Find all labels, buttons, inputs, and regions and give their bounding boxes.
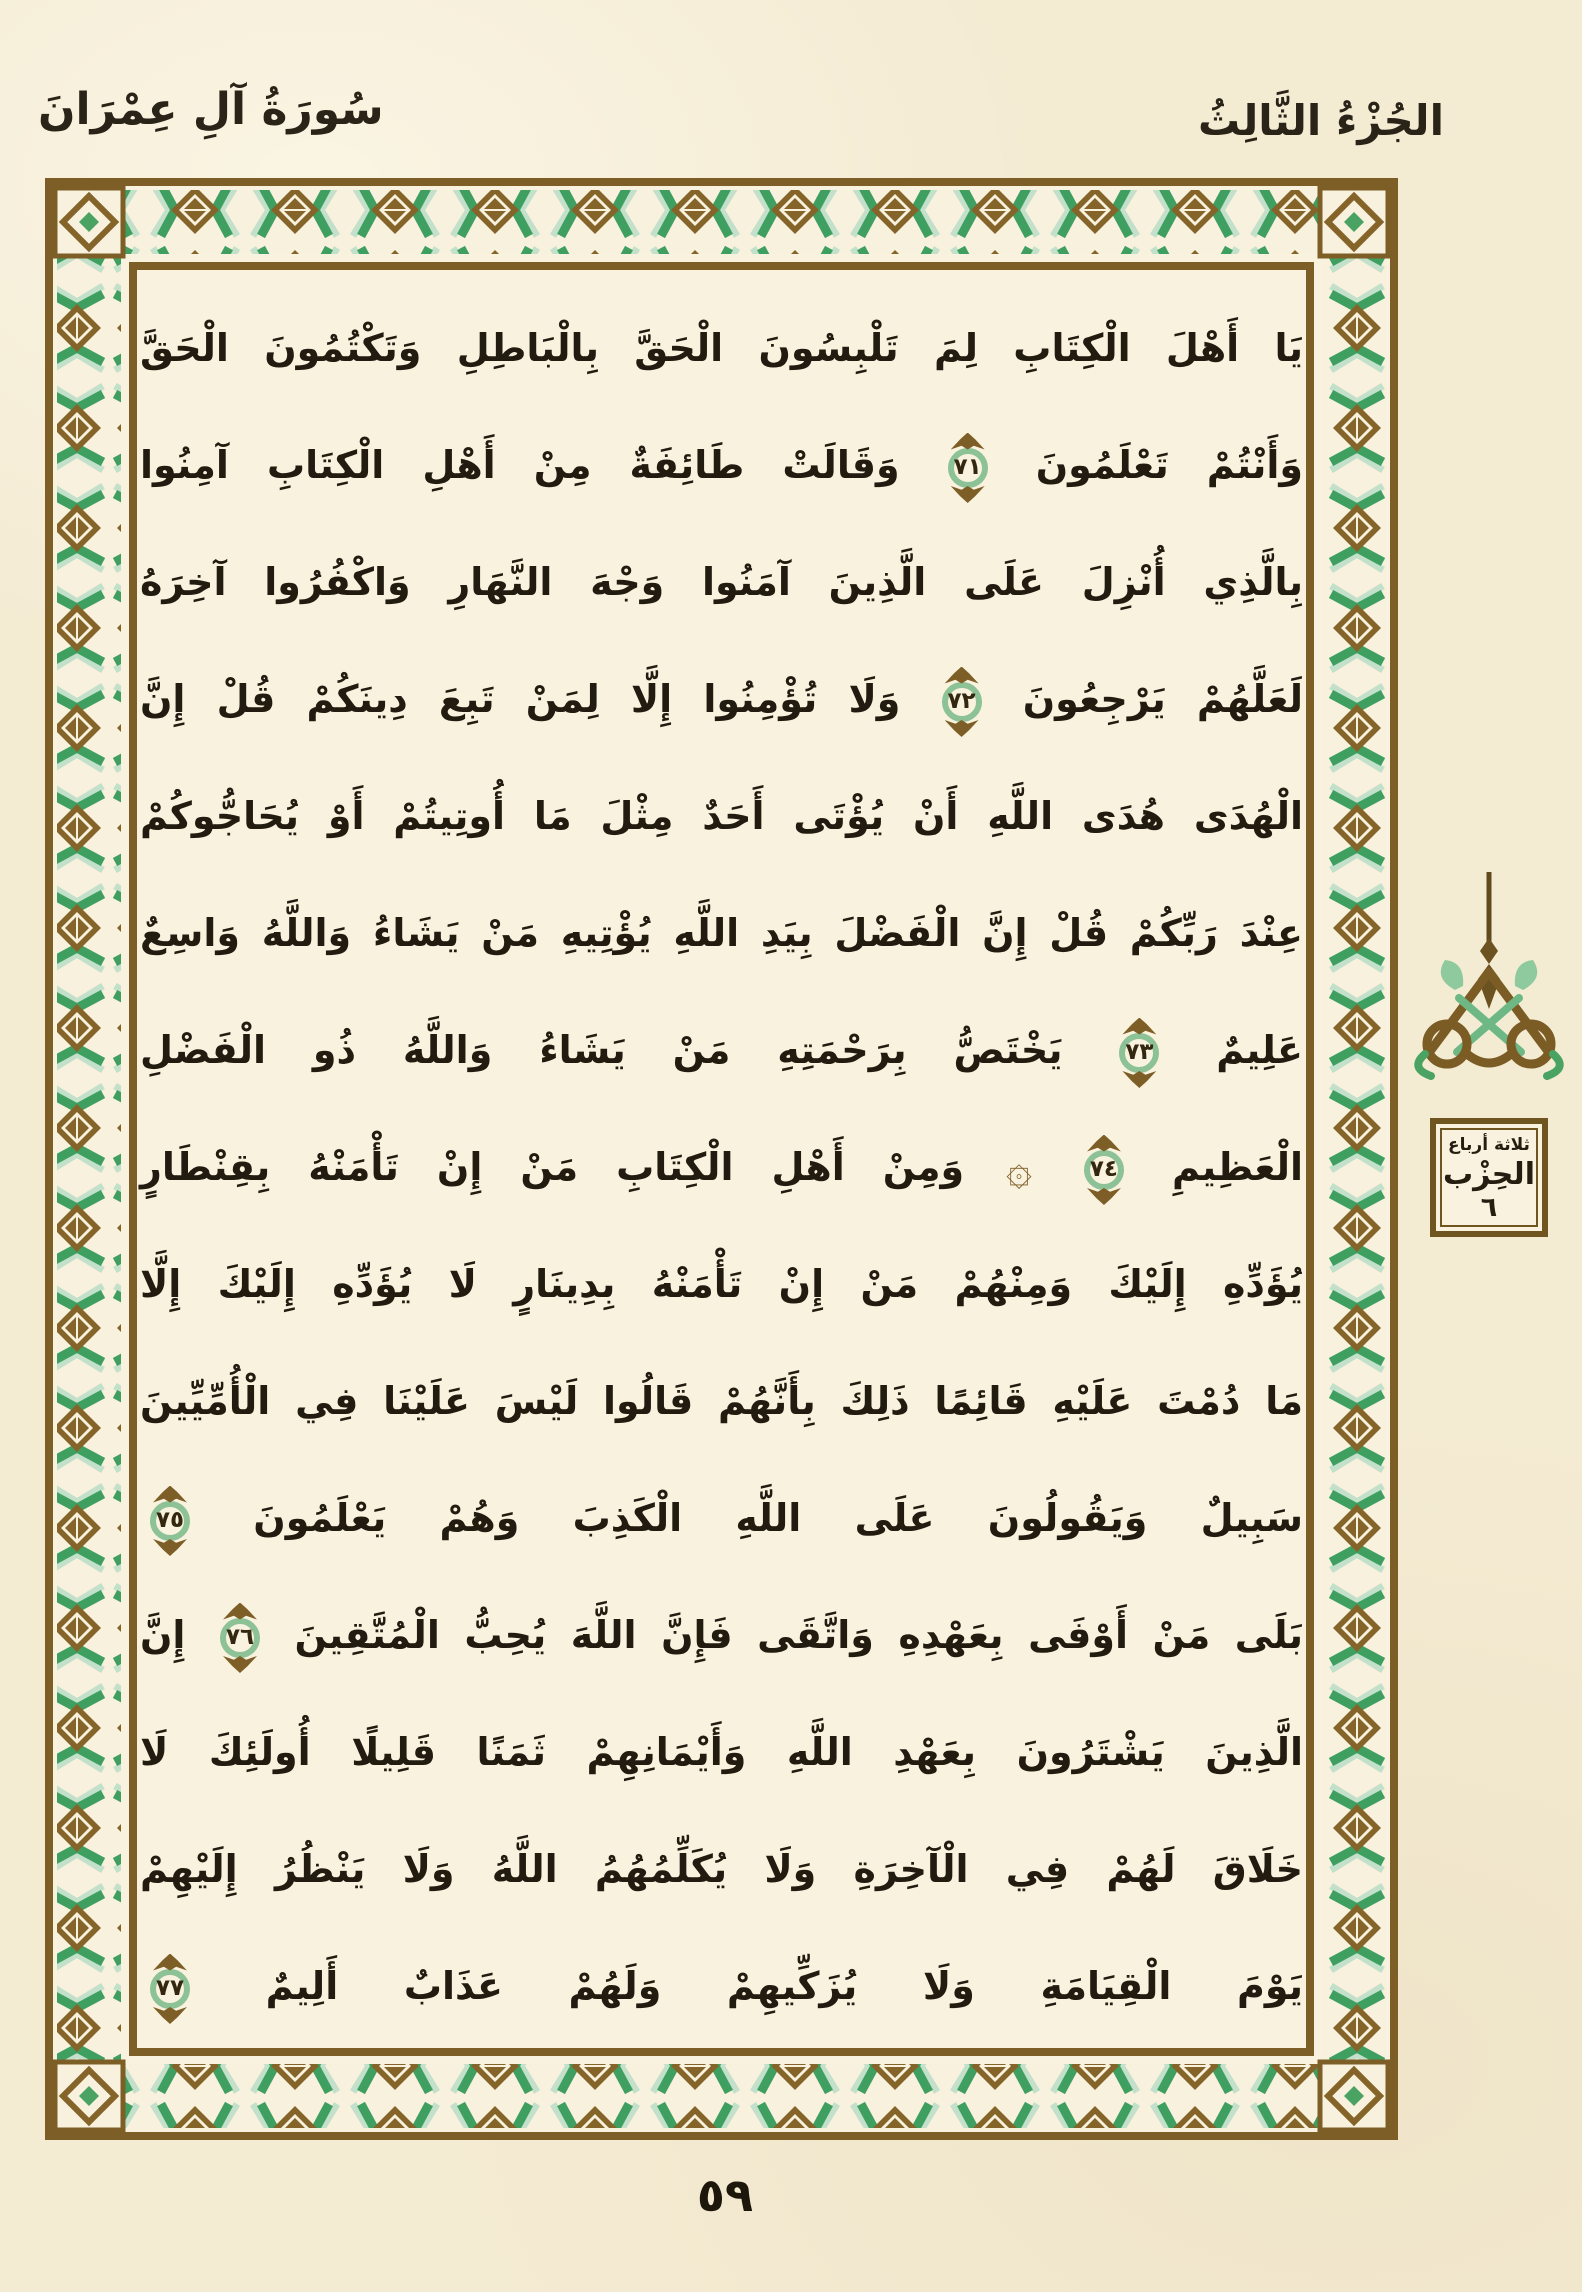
- quran-line-7: [140, 992, 1303, 1109]
- verse-number-medallion: ٧٤: [1084, 1150, 1124, 1190]
- quran-line-14: [140, 1811, 1303, 1928]
- verse-text: وَقَالَتْ طَائِفَةٌ مِنْ أَهْلِ الْكِتَابِ آمِنُوا: [140, 443, 900, 487]
- quran-line-5: [140, 758, 1303, 875]
- quran-line-13: [140, 1694, 1303, 1811]
- quran-line-3: [140, 524, 1303, 641]
- juz-title: الجُزْءُ الثَّالِثُ: [1198, 96, 1444, 145]
- verse-number-medallion: ٧٧: [150, 1969, 190, 2009]
- verse-text: سَبِيلٌ وَيَقُولُونَ عَلَى اللَّهِ الْكَذِبَ وَهُمْ يَعْلَمُونَ: [253, 1496, 1303, 1540]
- verse-text: لَعَلَّهُمْ يَرْجِعُونَ: [1022, 677, 1303, 721]
- hizb-fraction-label: ثلاثة أرباع: [1448, 1135, 1530, 1155]
- page-number: ٥٩: [696, 2168, 754, 2222]
- quran-line-11: [140, 1460, 1303, 1577]
- verse-number-medallion: ٧٦: [220, 1618, 260, 1658]
- hizb-marker: [1406, 872, 1572, 1237]
- verse-text: خَلَاقَ لَهُمْ فِي الْآخِرَةِ وَلَا يُكَلِّمُهُمُ اللَّهُ وَلَا يَنْظُرُ إِلَيْهِمْ: [140, 1847, 1303, 1891]
- quran-line-2: [140, 407, 1303, 524]
- quran-line-12: [140, 1577, 1303, 1694]
- verse-text: إِنَّ: [140, 1613, 186, 1657]
- verse-text: يُؤَدِّهِ إِلَيْكَ وَمِنْهُمْ مَنْ إِنْ تَأْمَنْهُ بِدِينَارٍ لَا يُؤَدِّهِ إِلَيْكَ إِلَّا: [140, 1262, 1303, 1306]
- verse-text: الْعَظِيمِ: [1171, 1145, 1304, 1189]
- verse-text: وَأَنْتُمْ تَعْلَمُونَ: [1035, 443, 1304, 487]
- verse-number-medallion: ٧٣: [1119, 1033, 1159, 1073]
- verse-text: عَلِيمٌ: [1216, 1028, 1304, 1072]
- quran-line-8: [140, 1109, 1303, 1226]
- verse-text: عِنْدَ رَبِّكُمْ قُلْ إِنَّ الْفَضْلَ بِيَدِ اللَّهِ يُؤْتِيهِ مَنْ يَشَاءُ وَاللَّهُ وَاسِعٌ: [140, 911, 1303, 955]
- verse-text: مَا دُمْتَ عَلَيْهِ قَائِمًا ذَلِكَ بِأَنَّهُمْ قَالُوا لَيْسَ عَلَيْنَا فِي الْأُمِّيِّينَ: [140, 1379, 1303, 1423]
- verse-number-medallion: ٧٢: [942, 682, 982, 722]
- quran-text-block: [140, 290, 1303, 2054]
- quran-line-6: [140, 875, 1303, 992]
- verse-text: وَلَا تُؤْمِنُوا إِلَّا لِمَنْ تَبِعَ دِينَكُمْ قُلْ إِنَّ: [140, 677, 901, 721]
- hizb-number: ٦: [1480, 1192, 1498, 1224]
- quran-line-9: [140, 1226, 1303, 1343]
- verse-text: الْهُدَى هُدَى اللَّهِ أَنْ يُؤْتَى أَحَدٌ مِثْلَ مَا أُوتِيتُمْ أَوْ يُحَاجُّوكُمْ: [140, 794, 1303, 838]
- quran-line-15: [140, 1928, 1303, 2045]
- hizb-knot-icon: [1409, 872, 1569, 1116]
- hizb-label: الحِزْب: [1443, 1156, 1535, 1192]
- verse-text: وَمِنْ أَهْلِ الْكِتَابِ مَنْ إِنْ تَأْمَنْهُ بِقِنْطَارٍ: [140, 1145, 965, 1189]
- verse-text: يَا أَهْلَ الْكِتَابِ لِمَ تَلْبِسُونَ الْحَقَّ بِالْبَاطِلِ وَتَكْتُمُونَ الْحَقَّ: [140, 326, 1303, 370]
- verse-text: بِالَّذِي أُنْزِلَ عَلَى الَّذِينَ آمَنُوا وَجْهَ النَّهَارِ وَاكْفُرُوا آخِرَهُ: [140, 560, 1303, 604]
- rub-el-hizb-icon: ۞: [1006, 1144, 1032, 1195]
- quran-line-1: [140, 290, 1303, 407]
- hizb-label-box: [1430, 1118, 1548, 1237]
- verse-text: بَلَى مَنْ أَوْفَى بِعَهْدِهِ وَاتَّقَى فَإِنَّ اللَّهَ يُحِبُّ الْمُتَّقِينَ: [294, 1613, 1304, 1657]
- verse-number-medallion: ٧١: [948, 448, 988, 488]
- decorative-frame: [45, 178, 1398, 2140]
- verse-number-medallion: ٧٥: [150, 1501, 190, 1541]
- quran-line-4: [140, 641, 1303, 758]
- verse-text: يَخْتَصُّ بِرَحْمَتِهِ مَنْ يَشَاءُ وَاللَّهُ ذُو الْفَضْلِ: [140, 1028, 1063, 1072]
- quran-line-10: [140, 1343, 1303, 1460]
- verse-text: الَّذِينَ يَشْتَرُونَ بِعَهْدِ اللَّهِ وَأَيْمَانِهِمْ ثَمَنًا قَلِيلًا أُولَئِكَ لَا: [140, 1730, 1303, 1774]
- verse-text: يَوْمَ الْقِيَامَةِ وَلَا يُزَكِّيهِمْ وَلَهُمْ عَذَابٌ أَلِيمٌ: [265, 1964, 1303, 2008]
- surah-title: سُورَةُ آلِ عِمْرَانَ: [38, 84, 384, 135]
